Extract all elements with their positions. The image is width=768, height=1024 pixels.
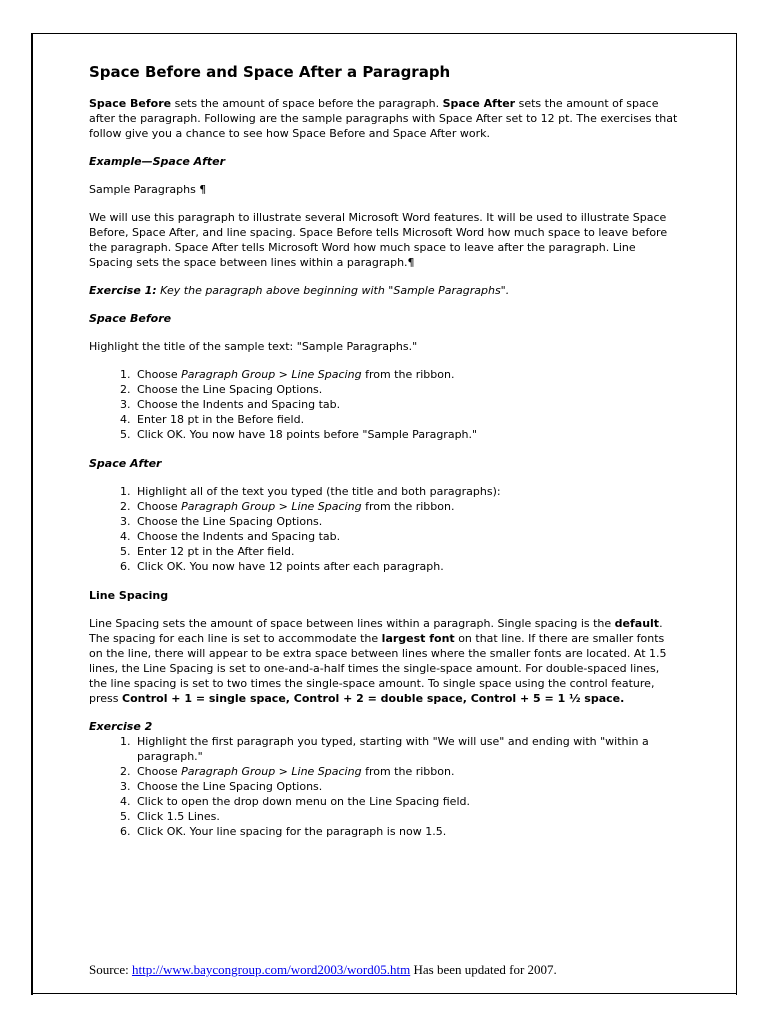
page-border-top [31,33,737,34]
space-after-step-5: 5. Enter 12 pt in the After field. [134,544,679,559]
exercise-2-step-3: 3. Choose the Line Spacing Options. [134,779,679,794]
intro-bold-space-after: Space After [442,97,516,110]
exercise-2-step-1: 1. Highlight the first paragraph you typed, starting with "We will use" and ending with "within a paragraph." [134,734,679,764]
line-spacing-bold-default: default [614,617,660,630]
document-body [89,62,679,853]
source-line [89,962,557,978]
space-before-intro: Highlight the title of the sample text: "Sample Paragraphs." [89,340,418,353]
space-after-step-1: 1. Highlight all of the text you typed (the title and both paragraphs): [134,484,679,499]
page-border-left [31,33,33,995]
intro-text-1: sets the amount of space before the paragraph. [171,97,443,110]
space-before-step-5: 5. Click OK. You now have 18 points before "Sample Paragraph." [134,427,679,442]
space-after-step-3: 3. Choose the Line Spacing Options. [134,514,679,529]
space-before-step-2: 2. Choose the Line Spacing Options. [134,382,679,397]
space-before-step-3: 3. Choose the Indents and Spacing tab. [134,397,679,412]
space-after-step-2: 2. Choose Paragraph Group > Line Spacing from the ribbon. [134,499,679,514]
source-label: Source: [89,962,132,977]
line-spacing-text-2: . The spacing for each line is set to accommodate the [89,617,663,645]
space-after-heading: Space After [89,457,162,470]
exercise-1-text: Key the paragraph above beginning with "Sample Paragraphs". [156,284,510,297]
line-spacing-heading: Line Spacing [89,589,169,602]
space-before-step-4: 4. Enter 18 pt in the Before field. [134,412,679,427]
line-spacing-text-1: Line Spacing sets the amount of space between lines within a paragraph. Single spacing is the [89,617,615,630]
space-before-heading: Space Before [89,312,172,325]
space-before-step-1: 1. Choose Paragraph Group > Line Spacing from the ribbon. [134,367,679,382]
source-note: Has been updated for 2007. [410,962,557,977]
page-border-bottom [31,993,737,994]
exercise-2-step-6: 6. Click OK. Your line spacing for the paragraph is now 1.5. [134,824,679,839]
space-after-steps [89,484,679,574]
intro-bold-space-before: Space Before [89,97,172,110]
sample-title: Sample Paragraphs ¶ [89,183,207,196]
line-spacing-bold-largest-font: largest font [381,632,455,645]
space-before-steps [89,367,679,442]
exercise-1-instruction [89,283,679,298]
space-after-step-6: 6. Click OK. You now have 12 points after each paragraph. [134,559,679,574]
exercise-2-step-2: 2. Choose Paragraph Group > Line Spacing from the ribbon. [134,764,679,779]
space-after-step-4: 4. Choose the Indents and Spacing tab. [134,529,679,544]
exercise-2-steps [89,734,679,839]
document-title: Space Before and Space After a Paragraph [89,63,451,81]
source-link[interactable]: http://www.baycongroup.com/word2003/word05.htm [131,962,411,977]
sample-paragraph: We will use this paragraph to illustrate several Microsoft Word features. It will be used to illustrate Space Before, Space After, and line spacing. Space Before tells Microsoft Word how much space to leave before the paragraph. Space After tells Microsoft Word how much space to leave after the paragraph. Line Spacing sets the space between lines within a paragraph.¶ [89,211,668,269]
page-border-right [736,33,737,995]
exercise-2-heading: Exercise 2 [89,720,153,733]
exercise-1-label: Exercise 1: [89,284,157,297]
exercise-2-step-4: 4. Click to open the drop down menu on the Line Spacing field. [134,794,679,809]
intro-text-2: sets the amount of space after the paragraph. Following are the sample paragraphs with Space After set to 12 pt. The exercises that follow give you a chance to see how Space Before and Space After work. [89,97,678,140]
line-spacing-paragraph [89,616,679,706]
intro-paragraph [89,96,679,141]
exercise-2-step-5: 5. Click 1.5 Lines. [134,809,679,824]
line-spacing-text-3: on that line. If there are smaller fonts on the line, there will appear to be extra space between lines where the smaller fonts are located. At 1.5 lines, the Line Spacing is set to one-and-a-half times the single-space amount. For double-spaced lines, the line spacing is set to two times the single-space amount. To single space using the control feature, press [89,632,667,705]
example-heading: Example—Space After [89,155,226,168]
line-spacing-bold-shortcuts: Control + 1 = single space, Control + 2 = double space, Control + 5 = 1 ½ space. [122,692,625,705]
